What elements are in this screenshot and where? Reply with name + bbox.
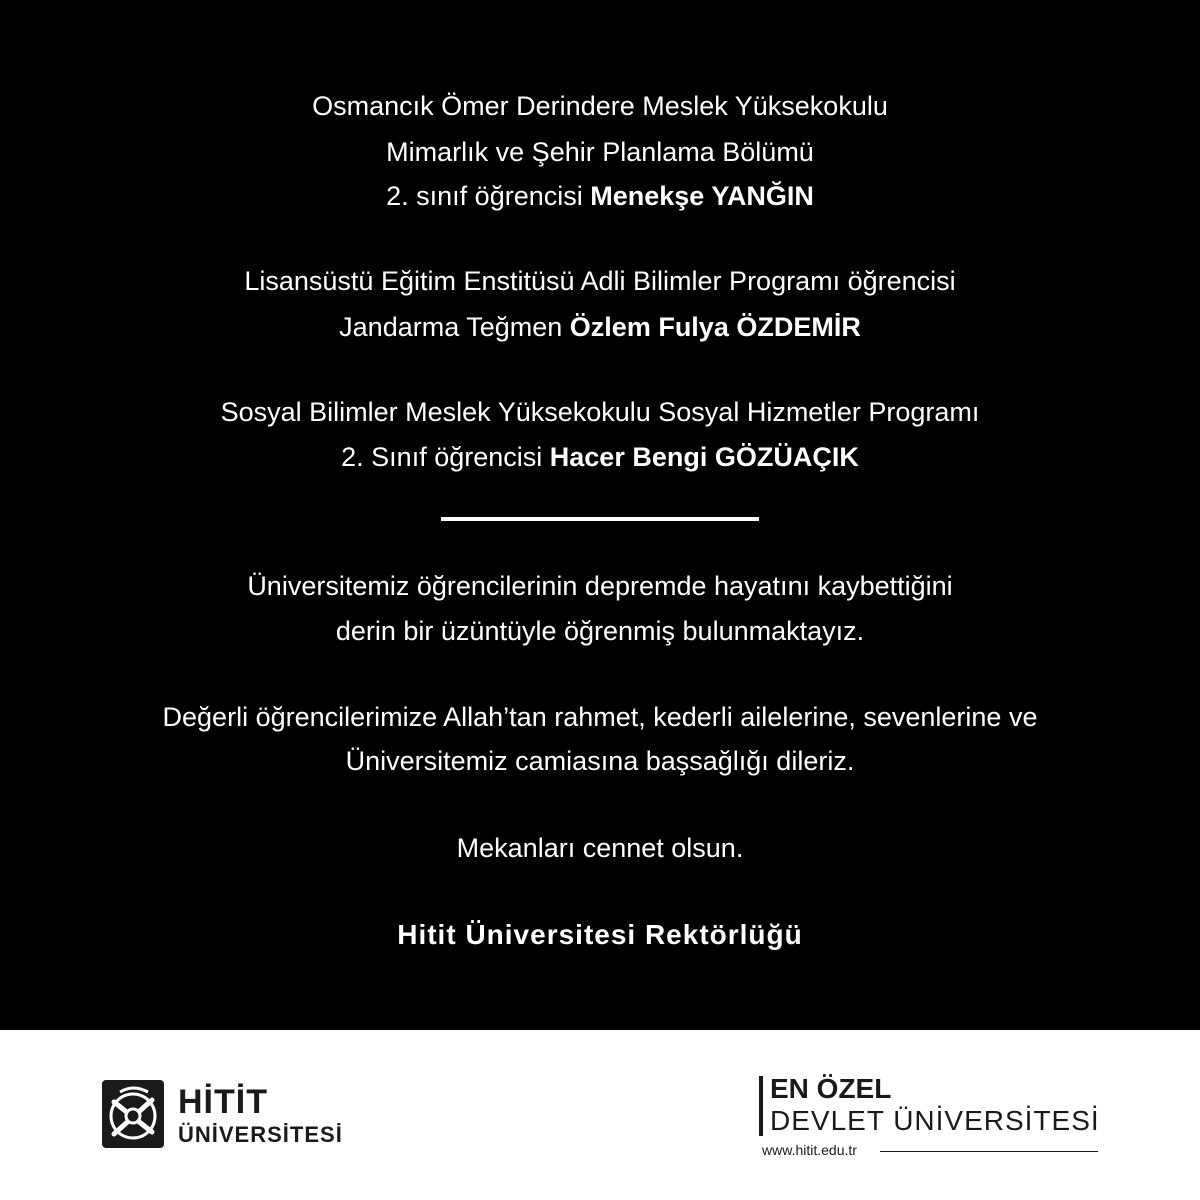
message-line-5: Mekanları cennet olsun. — [456, 833, 744, 863]
student-1-line-3: 2. sınıf öğrencisi Menekşe YANĞIN — [386, 181, 814, 211]
slogan-line-2: DEVLET ÜNİVERSİTESİ — [770, 1105, 1100, 1136]
message-line-4: Üniversitemiz camiasına başsağlığı dileriz. — [345, 746, 855, 776]
student-2-name: Özlem Fulya ÖZDEMİR — [569, 312, 861, 342]
student-1-line-2: Mimarlık ve Şehir Planlama Bölümü — [386, 137, 814, 167]
signature: Hitit Üniversitesi Rektörlüğü — [397, 919, 803, 950]
student-3-name: Hacer Bengi GÖZÜAÇIK — [549, 442, 859, 472]
hitit-emblem-icon — [100, 1078, 166, 1150]
website-underline — [880, 1151, 1098, 1152]
message-line-2: derin bir üzüntüyle öğrenmiş bulunmaktayız. — [335, 616, 865, 646]
message-line-1: Üniversitemiz öğrencilerinin depremde hayatını kaybettiğini — [247, 571, 953, 601]
divider — [441, 517, 759, 521]
message-line-3: Değerli öğrencilerimize Allah’tan rahmet, kederli ailelerine, sevenlerine ve — [162, 702, 1038, 732]
student-1-name: Menekşe YANĞIN — [590, 181, 814, 211]
slogan-line-1: EN ÖZEL — [770, 1073, 892, 1104]
student-2-line-1: Lisansüstü Eğitim Enstitüsü Adli Bilimler Programı öğrencisi — [244, 266, 956, 296]
student-3-line-2: 2. Sınıf öğrencisi Hacer Bengi GÖZÜAÇIK — [341, 442, 859, 472]
logo-name: HİTİT — [178, 1083, 268, 1121]
student-2-line-2: Jandarma Teğmen Özlem Fulya ÖZDEMİR — [339, 312, 861, 342]
website-link[interactable]: www.hitit.edu.tr — [762, 1142, 857, 1158]
logo-subtitle: ÜNİVERSİTESİ — [178, 1122, 343, 1147]
student-1-line-1: Osmancık Ömer Derindere Meslek Yüksekokulu — [312, 91, 888, 121]
student-3-line-1: Sosyal Bilimler Meslek Yüksekokulu Sosyal Hizmetler Programı — [220, 397, 980, 427]
slogan-bar — [759, 1076, 763, 1136]
